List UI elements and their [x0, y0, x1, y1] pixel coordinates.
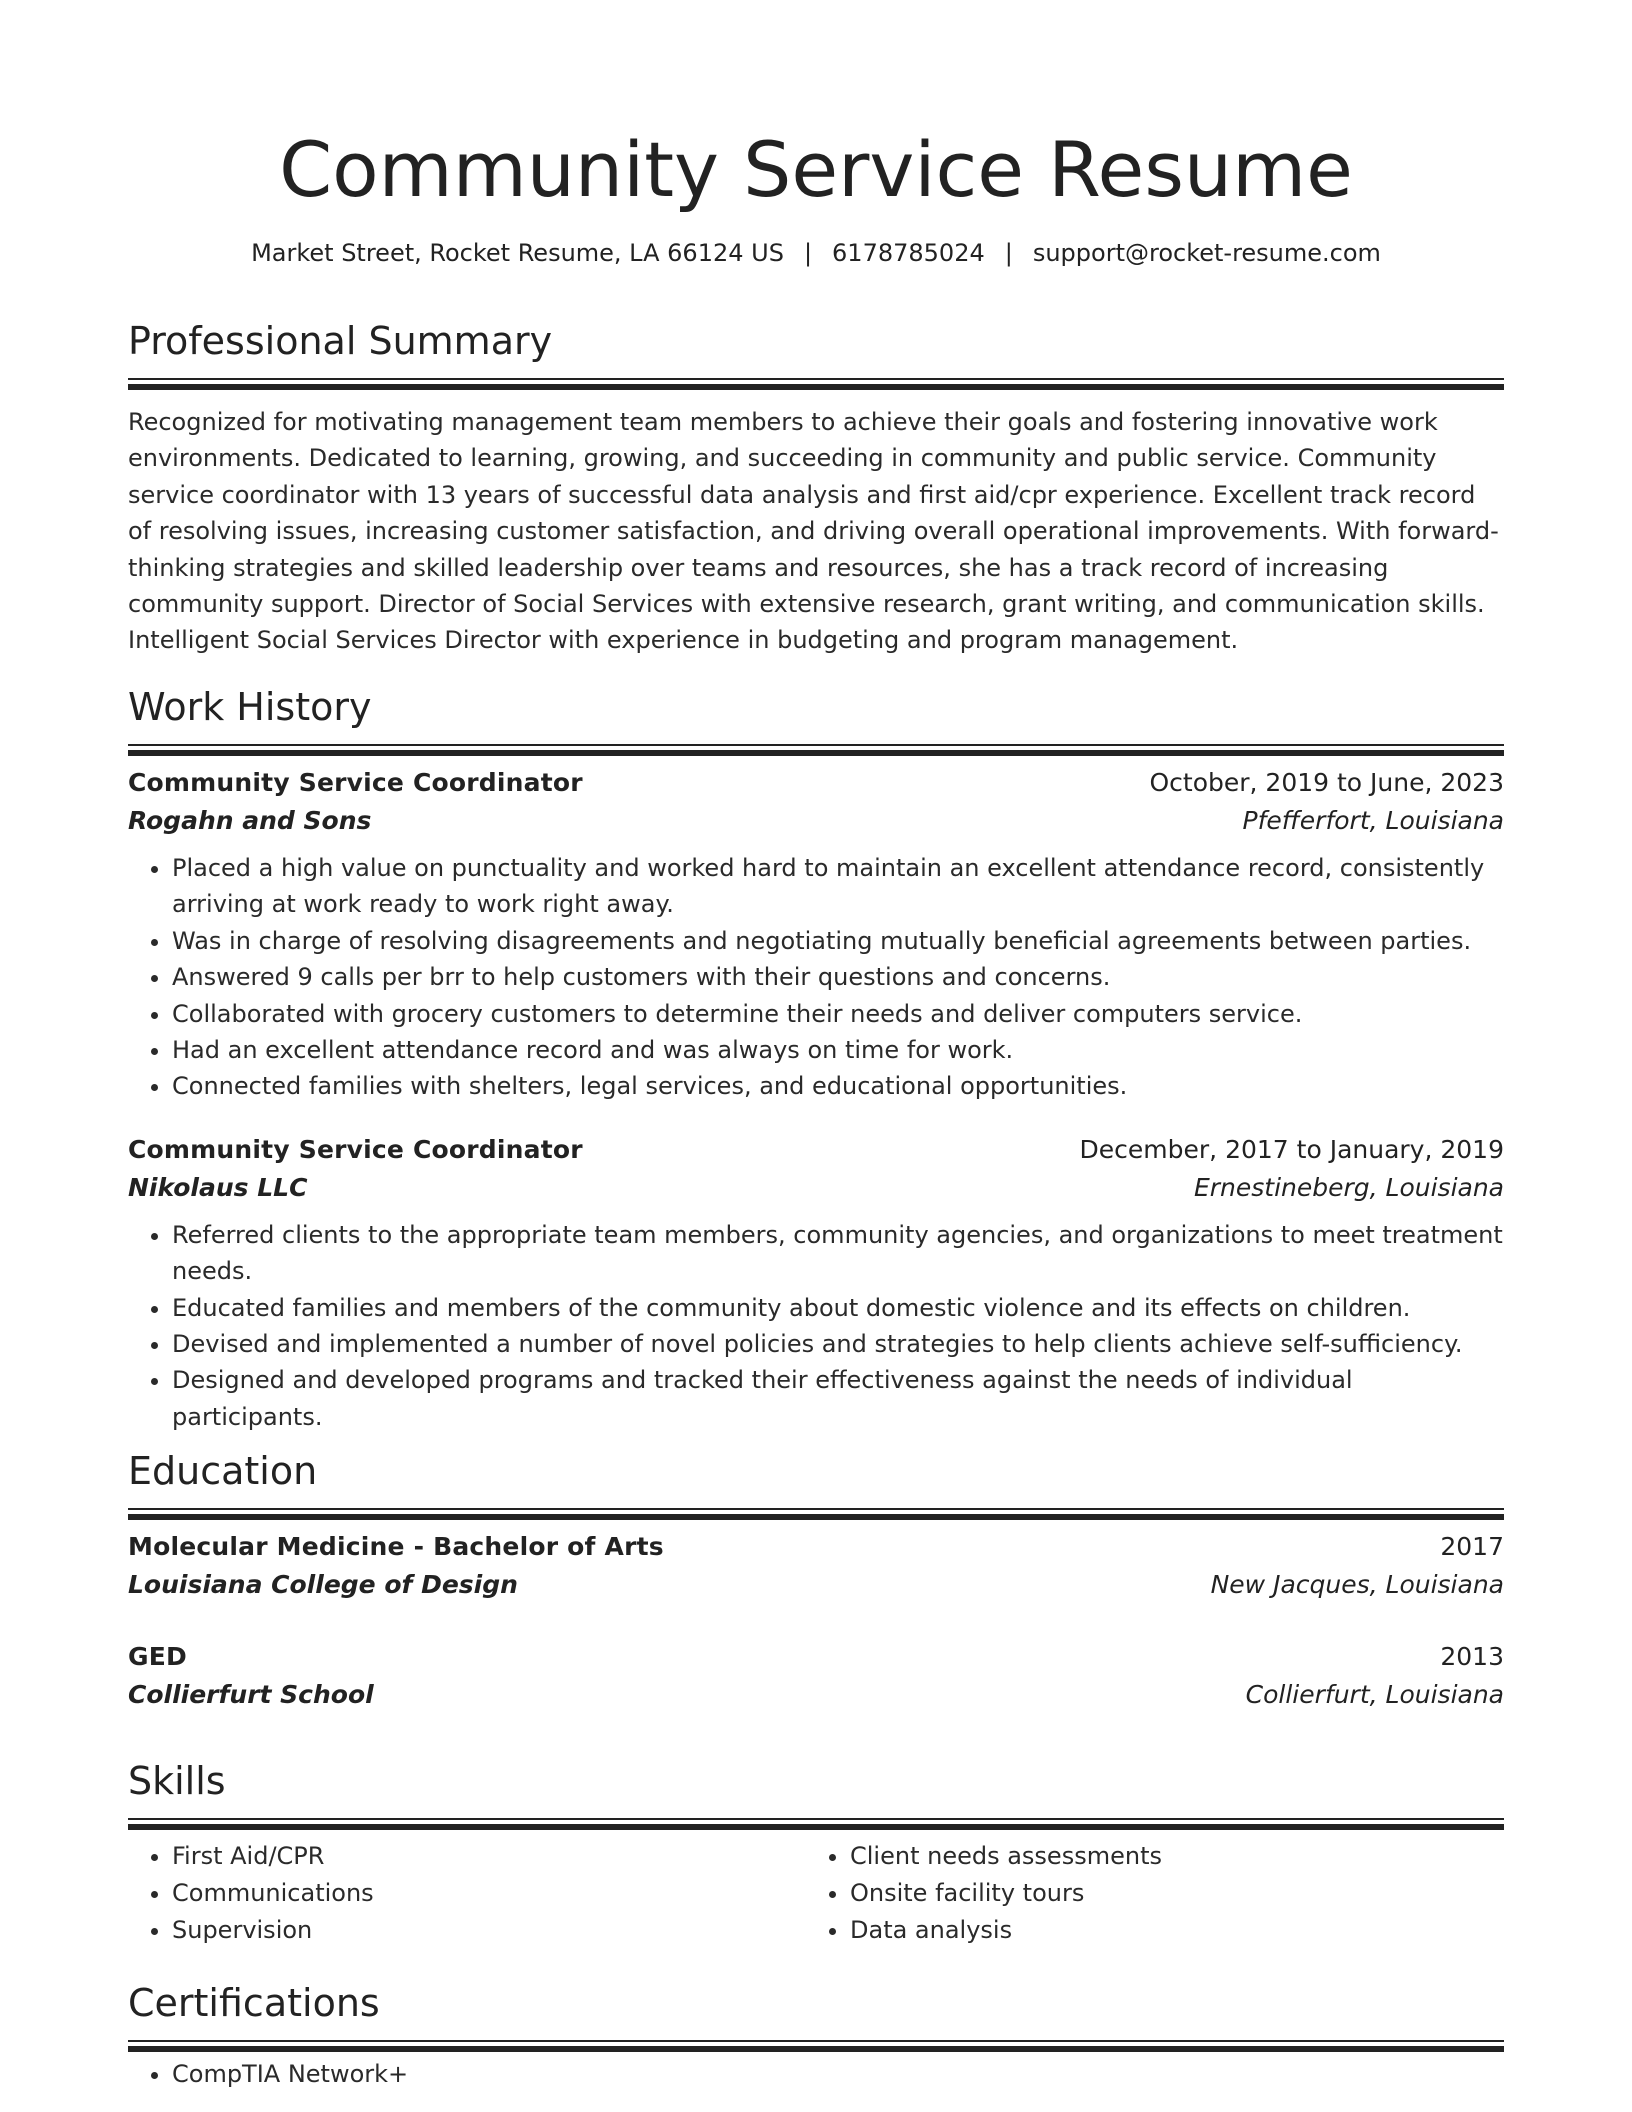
section-divider: [128, 378, 1504, 380]
job-title: Community Service Coordinator: [128, 768, 583, 797]
list-item: • Collaborated with grocery customers to determine their needs and deliver computers service.: [172, 996, 1504, 1032]
job-entry: [128, 764, 1504, 1105]
contact-line: [128, 236, 1504, 270]
education-year: 2017: [1440, 1532, 1504, 1561]
education-entry: [128, 1528, 1504, 1604]
education-degree: Molecular Medicine - Bachelor of Arts: [128, 1532, 664, 1561]
skill-item: • Data analysis: [850, 1912, 1484, 1949]
certifications-section: [128, 1978, 1504, 2092]
contact-email: support@rocket-resume.com: [1032, 239, 1381, 267]
section-divider: [128, 1818, 1504, 1820]
section-divider: [128, 2040, 1504, 2042]
education-school: Louisiana College of Design: [128, 1570, 518, 1599]
skill-item: • Onsite facility tours: [850, 1875, 1484, 1912]
job-dates: October, 2019 to June, 2023: [1149, 768, 1504, 797]
job-bullets: [128, 1217, 1504, 1435]
job-header: [128, 764, 1504, 802]
education-year: 2013: [1440, 1642, 1504, 1671]
summary-section: [128, 316, 1504, 659]
job-subheader: [128, 1169, 1504, 1207]
contact-separator: |: [803, 239, 813, 267]
education-header: [128, 1528, 1504, 1566]
job-entry: [128, 1131, 1504, 1435]
education-subheader: [128, 1676, 1504, 1714]
skill-item: • Communications: [172, 1875, 806, 1912]
education-header: [128, 1638, 1504, 1676]
list-item: • Placed a high value on punctuality and worked hard to maintain an excellent attendance record, consistently arriving at work ready to work right away.: [172, 850, 1504, 923]
job-location: Ernestineberg, Louisiana: [1193, 1172, 1504, 1202]
list-item: • Devised and implemented a number of novel policies and strategies to help clients achieve self-sufficiency.: [172, 1326, 1504, 1362]
job-dates: December, 2017 to January, 2019: [1079, 1134, 1504, 1164]
skill-item: • Client needs assessments: [850, 1838, 1484, 1875]
job-company: Nikolaus LLC: [128, 1172, 308, 1202]
list-item: • Connected families with shelters, legal services, and educational opportunities.: [172, 1068, 1504, 1104]
section-title-skills: Skills: [128, 1759, 226, 1803]
resume-title: Community Service Resume: [279, 125, 1353, 214]
education-location: New Jacques, Louisiana: [1210, 1570, 1504, 1599]
section-title-education: Education: [128, 1449, 318, 1493]
job-company: Rogahn and Sons: [128, 806, 372, 835]
contact-address: Market Street, Rocket Resume, LA 66124 US: [251, 239, 784, 267]
list-item: • Was in charge of resolving disagreements and negotiating mutually beneficial agreements between parties.: [172, 923, 1504, 959]
list-item: • Designed and developed programs and tracked their effectiveness against the needs of individual participants.: [172, 1362, 1504, 1435]
education-entry: [128, 1638, 1504, 1714]
section-title-work: Work History: [128, 685, 372, 729]
skills-section: [128, 1756, 1504, 1949]
section-title-summary: Professional Summary: [128, 319, 553, 363]
education-school: Collierfurt School: [128, 1680, 374, 1709]
skills-column-left: [128, 1838, 806, 1949]
section-divider: [128, 1508, 1504, 1510]
contact-phone: 6178785024: [832, 239, 985, 267]
section-divider: [128, 744, 1504, 746]
work-history-section: [128, 682, 1504, 1435]
education-location: Collierfurt, Louisiana: [1245, 1680, 1504, 1709]
job-header: [128, 1131, 1504, 1169]
summary-text: Recognized for motivating management team members to achieve their goals and fostering innovative work environments. Dedicated to learning, growing, and succeeding in community and public service. Community service coordinator with 13 years of successful data analysis and first aid/cpr experience. Excellent track record of resolving issues, increasing customer satisfaction, and driving overall operational improvements. With forward-thinking strategies and skilled leadership over teams and resources, she has a track record of increasing community support. Director of Social Services with extensive research, grant writing, and communication skills. Intelligent Social Services Director with experience in budgeting and program management.: [128, 408, 1499, 655]
skills-column-right: [806, 1838, 1484, 1949]
job-subheader: [128, 802, 1504, 840]
skill-item: • First Aid/CPR: [172, 1838, 806, 1875]
list-item: • Educated families and members of the community about domestic violence and its effects on children.: [172, 1290, 1504, 1326]
list-item: • Referred clients to the appropriate team members, community agencies, and organizations to meet treatment needs.: [172, 1217, 1504, 1290]
job-bullets: [128, 850, 1504, 1105]
section-title-certifications: Certifications: [128, 1981, 380, 2025]
job-location: Pfefferfort, Louisiana: [1242, 806, 1504, 835]
contact-separator: |: [1004, 239, 1013, 267]
skills-grid: [128, 1838, 1504, 1949]
certification-item: • CompTIA Network+: [172, 2056, 1504, 2092]
education-degree: GED: [128, 1642, 187, 1671]
list-item: • Answered 9 calls per brr to help customers with their questions and concerns.: [172, 959, 1504, 995]
job-title: Community Service Coordinator: [128, 1134, 583, 1164]
list-item: • Had an excellent attendance record and was always on time for work.: [172, 1032, 1504, 1068]
education-section: [128, 1446, 1504, 1714]
certifications-list: [128, 2056, 1504, 2092]
skill-item: • Supervision: [172, 1912, 806, 1949]
education-subheader: [128, 1566, 1504, 1604]
